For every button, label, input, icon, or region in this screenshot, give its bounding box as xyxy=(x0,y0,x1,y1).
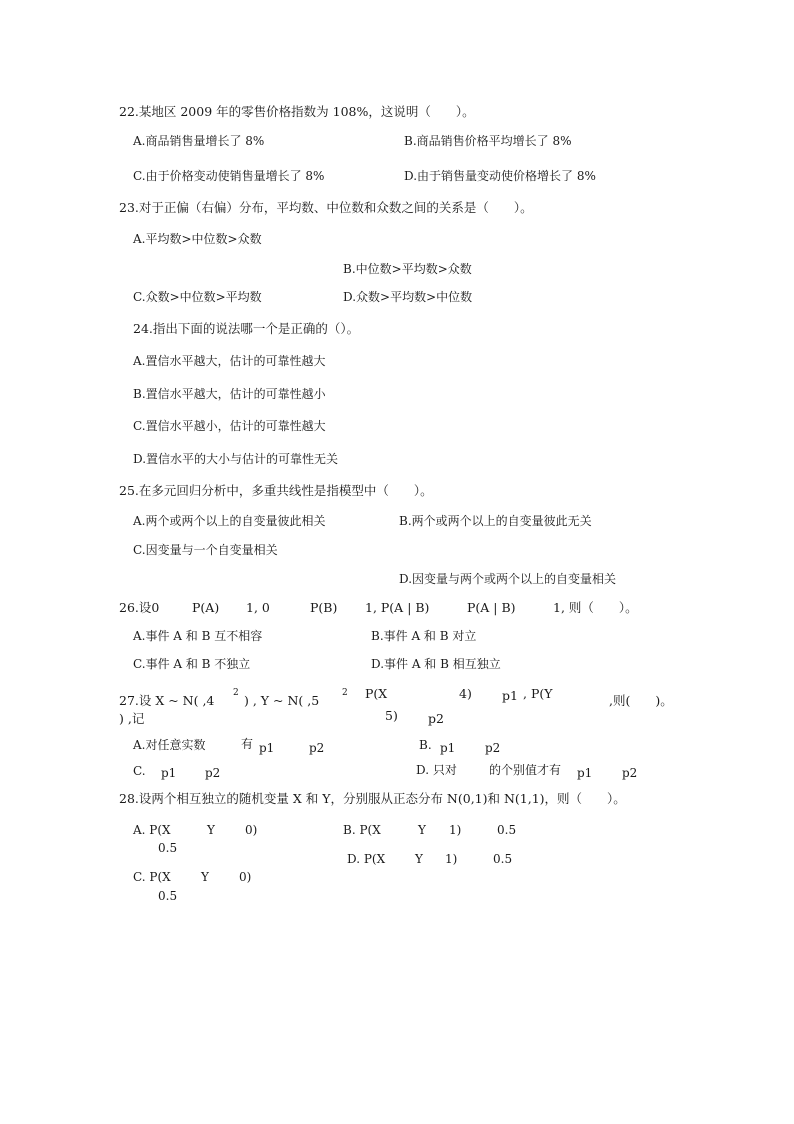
question-28-option-d-part: Y xyxy=(415,852,423,866)
question-28-option-a-part: Y xyxy=(207,823,215,837)
question-26-stem-part: P(A) xyxy=(192,600,220,615)
question-22-option-d: D.由于销售量变动使价格增长了 8% xyxy=(404,169,596,183)
question-28-option-b-part: 0.5 xyxy=(497,823,517,837)
question-28-option-a-part: 0) xyxy=(245,823,258,837)
question-28-option-d-part: D. P(X xyxy=(347,852,386,866)
question-27-stem-part: ,则( )。 xyxy=(609,693,673,708)
question-24-option-d: D.置信水平的大小与估计的可靠性无关 xyxy=(133,452,339,466)
question-22-stem: 22.某地区 2009 年的零售价格指数为 108%，这说明（ ）。 xyxy=(119,104,475,119)
question-24-stem: 24.指出下面的说法哪一个是正确的（）。 xyxy=(133,321,360,336)
question-26-stem-part: 1, 则（ ）。 xyxy=(553,600,638,615)
question-23-option-c: C.众数>中位数>平均数 xyxy=(133,290,262,304)
question-27-option-a-part: p1 xyxy=(259,741,275,755)
question-28-stem: 28.设两个相互独立的随机变量 X 和 Y，分别服从正态分布 N(0,1)和 N(1,1)，则（ ）。 xyxy=(119,791,626,806)
question-27-option-a-part: 有 xyxy=(241,737,254,751)
question-28-option-d-part: 0.5 xyxy=(493,852,513,866)
question-27-option-c-part: C. xyxy=(133,764,146,778)
question-22-option-b: B.商品销售价格平均增长了 8% xyxy=(404,134,572,148)
question-27-option-d-part: p2 xyxy=(622,766,638,780)
question-28-option-c-part: C. P(X xyxy=(133,870,171,884)
question-27-option-b-part: p2 xyxy=(485,741,501,755)
question-27-option-b-part: p1 xyxy=(440,741,456,755)
question-23-stem: 23.对于正偏（右偏）分布，平均数、中位数和众数之间的关系是（ ）。 xyxy=(119,200,533,215)
question-28-option-b-part: B. P(X xyxy=(343,823,381,837)
question-26-stem-part: 1, 0 xyxy=(246,600,270,615)
question-23-option-b: B.中位数>平均数>众数 xyxy=(343,262,472,276)
question-25-stem: 25.在多元回归分析中，多重共线性是指模型中（ ）。 xyxy=(119,483,433,498)
question-26-stem-part: 1, P(A | B) xyxy=(365,600,430,615)
question-28-option-a-part: A. P(X xyxy=(133,823,171,837)
question-22-option-c: C.由于价格变动使销售量增长了 8% xyxy=(133,169,325,183)
question-27-stem-part: 5) xyxy=(385,708,398,723)
question-27-stem-part: 4) xyxy=(459,686,472,701)
question-23-option-d: D.众数>平均数>中位数 xyxy=(343,290,473,304)
question-23-option-a: A.平均数>中位数>众数 xyxy=(133,232,262,246)
question-27-option-a-part: A.对任意实数 xyxy=(133,738,206,752)
question-28-option-d-part: 1) xyxy=(445,852,458,866)
question-27-option-d-part: p1 xyxy=(577,766,593,780)
question-27-option-a-part: p2 xyxy=(309,741,325,755)
question-26-option-c: C.事件 A 和 B 不独立 xyxy=(133,657,251,671)
question-28-option-b-part: Y xyxy=(418,823,426,837)
question-27-option-d-part: 的个别值才有 xyxy=(489,763,562,777)
question-26-option-a: A.事件 A 和 B 互不相容 xyxy=(133,629,263,643)
question-26-stem-part: P(A | B) xyxy=(467,600,516,615)
question-26-stem-part: 26.设0 xyxy=(119,600,160,615)
question-28-option-c-part: 0.5 xyxy=(158,889,178,903)
question-25-option-a: A.两个或两个以上的自变量彼此相关 xyxy=(133,514,326,528)
question-28-option-c-part: 0) xyxy=(239,870,252,884)
question-27-stem-part: , P(Y xyxy=(523,686,553,701)
question-24-option-a: A.置信水平越大，估计的可靠性越大 xyxy=(133,354,326,368)
question-27-superscript: 2 xyxy=(233,688,239,698)
question-28-option-b-part: 1) xyxy=(449,823,462,837)
question-27-stem-part: ) , Y ~ N( ,5 xyxy=(244,693,320,708)
question-27-superscript: 2 xyxy=(342,688,348,698)
question-27-stem-part: p1 xyxy=(502,688,518,703)
question-27-stem-part: P(X xyxy=(365,686,388,701)
question-27-stem-part: p2 xyxy=(428,711,444,726)
question-27-option-c-part: p1 xyxy=(161,766,177,780)
question-25-option-b: B.两个或两个以上的自变量彼此无关 xyxy=(399,514,592,528)
question-28-option-c-part: Y xyxy=(201,870,209,884)
question-25-option-c: C.因变量与一个自变量相关 xyxy=(133,543,278,557)
question-26-option-d: D.事件 A 和 B 相互独立 xyxy=(371,657,501,671)
question-27-option-c-part: p2 xyxy=(205,766,221,780)
question-25-option-d: D.因变量与两个或两个以上的自变量相关 xyxy=(399,572,617,586)
question-27-stem-part: ) ,记 xyxy=(119,711,145,726)
question-22-option-a: A.商品销售量增长了 8% xyxy=(133,134,265,148)
question-24-option-b: B.置信水平越大，估计的可靠性越小 xyxy=(133,387,326,401)
question-27-option-d-part: D. 只对 xyxy=(416,763,457,777)
question-28-option-a-part: 0.5 xyxy=(158,841,178,855)
question-26-option-b: B.事件 A 和 B 对立 xyxy=(371,629,477,643)
question-24-option-c: C.置信水平越小，估计的可靠性越大 xyxy=(133,419,326,433)
question-27-option-b-part: B. xyxy=(419,738,432,752)
question-27-stem-part: 27.设 X ~ N( ,4 xyxy=(119,693,215,708)
question-26-stem-part: P(B) xyxy=(310,600,338,615)
